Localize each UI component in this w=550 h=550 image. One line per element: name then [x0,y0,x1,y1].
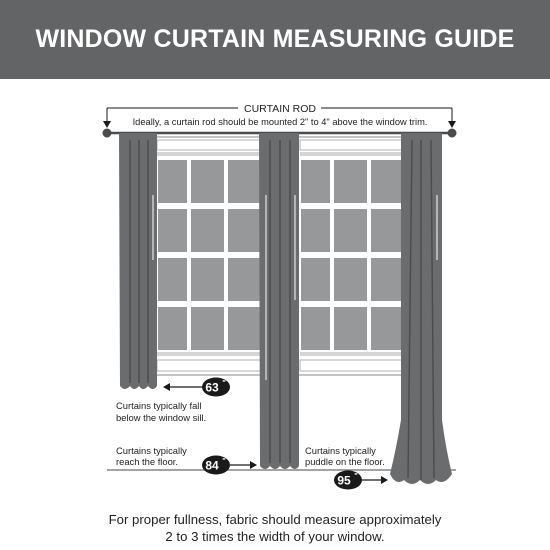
arrow-right-icon [381,476,388,484]
footer-note [0,511,550,545]
caption-84-line2: reach the floor. [116,456,179,467]
rod-label: CURTAIN ROD [244,103,316,115]
rod-dim-right-arrow-icon [448,121,456,128]
caption-84-line1: Curtains typically [116,445,187,456]
window-right [296,137,408,375]
rod-dimension [103,103,456,128]
footer-line-2: 2 to 3 times the width of your window. [165,529,385,544]
caption-95-line1: Curtains typically [305,445,376,456]
caption-63-line1: Curtains typically fall [116,400,202,411]
length-badge-63-value: 63 [205,380,219,395]
length-63-marker [163,378,230,397]
caption-63-line2: below the window sill. [116,412,207,423]
curtain-left [119,133,157,389]
window-left [153,137,265,375]
rod-dim-left-arrow-icon [103,121,111,128]
length-badge-84-value: 84 [205,458,219,473]
length-95-marker [334,471,388,490]
rod-finial-right [448,129,457,138]
footer-line-1: For proper fullness, fabric should measure approximately [108,512,442,527]
rod-finial-left [103,129,112,138]
arrow-left-icon [163,383,170,391]
length-badge-95-value: 95 [337,473,351,488]
length-badge-95-unit: " [354,471,358,480]
rod-note: Ideally, a curtain rod should be mounted 2" to 4" above the window trim. [132,117,428,127]
page-title: WINDOW CURTAIN MEASURING GUIDE [35,25,515,53]
length-badge-84-unit: " [222,456,226,465]
length-badge-63-unit: " [222,378,226,387]
curtain-diagram [0,79,550,504]
arrow-right-icon [250,461,257,469]
length-84-marker [202,456,257,475]
header-banner [0,0,550,79]
caption-95-line2: puddle on the floor. [305,456,385,467]
curtain-middle [259,133,299,469]
